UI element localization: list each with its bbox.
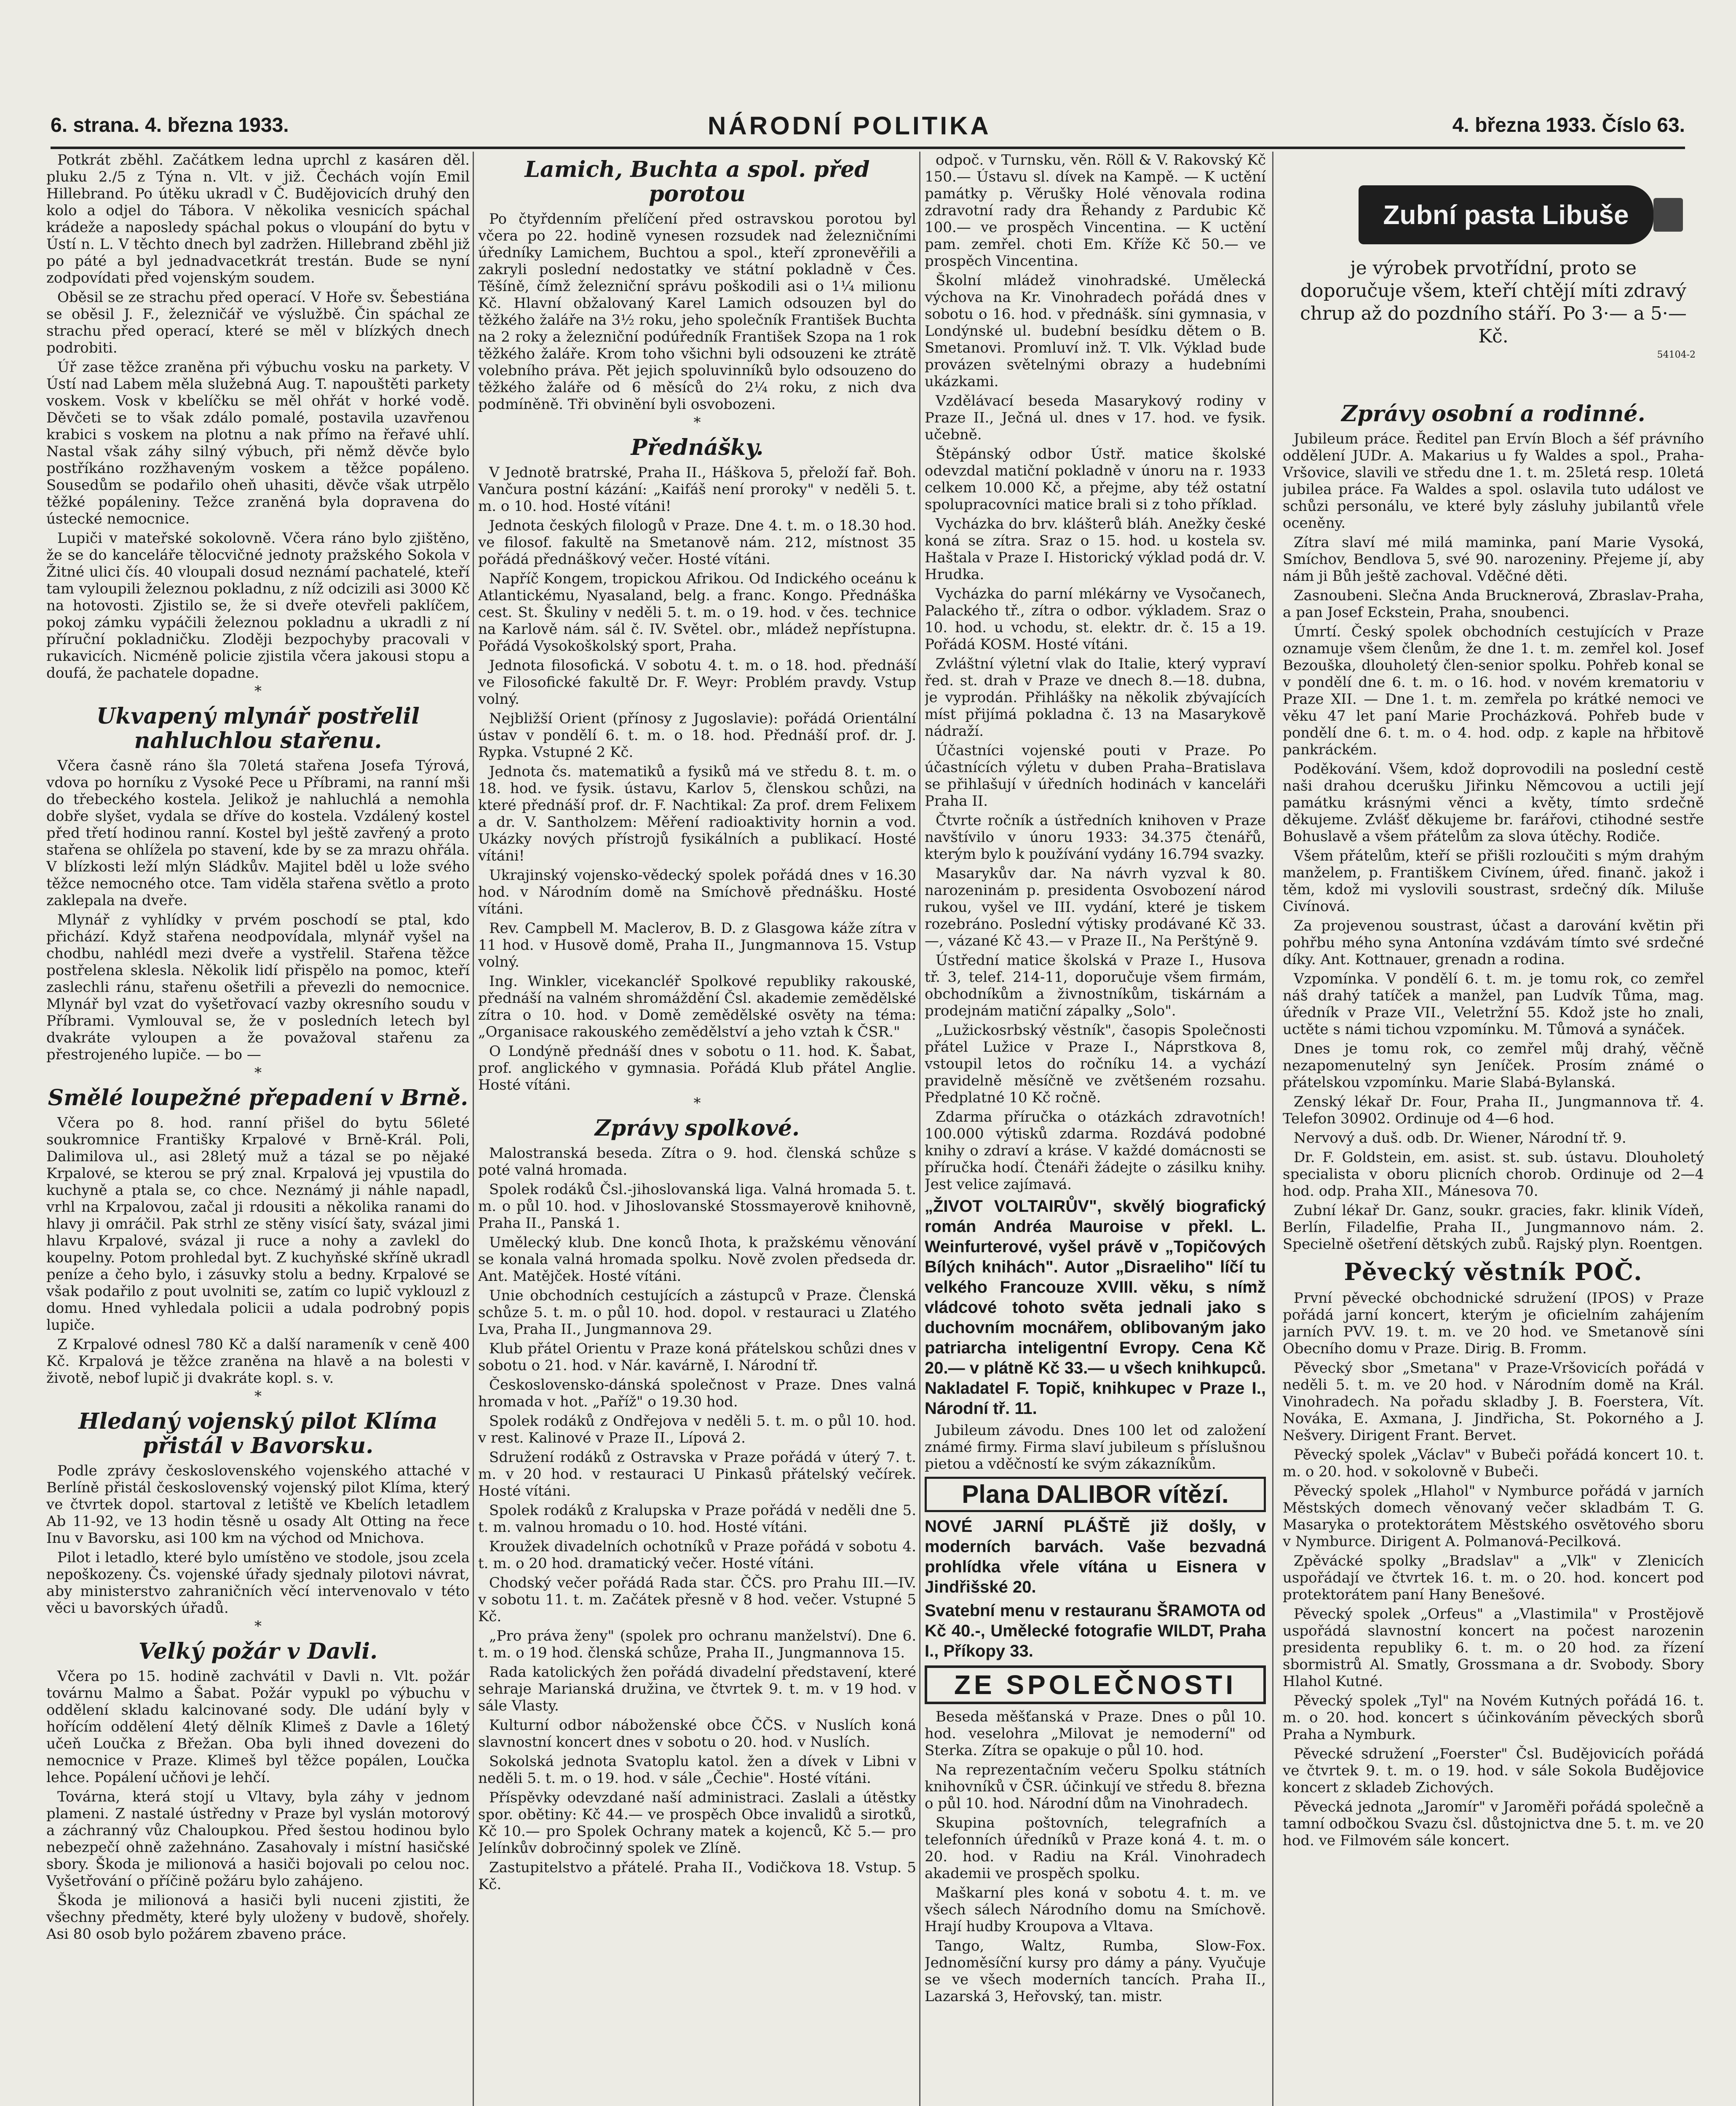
doctor-listing: Dr. F. Goldstein, em. asist. st. sub. ústavu. Dlouholetý specialista v oboru plicních chorob. Ordinuje od 2—4 hod. odp. Praha XII., Mánesova 70. [1283, 1149, 1704, 1200]
notice-item: Zastupitelstvo a přátelé. Praha II., Vodičkova 18. Vstup. 5 Kč. [478, 1859, 916, 1893]
notice-item: Jednota českých filologů v Praze. Dne 4. t. m. o 18.30 hod. ve filosof. fakultě na Smetanově nám. 212, místnost 35 pořádá přednáškový večer. Hosté vítáni. [478, 517, 916, 568]
notice-item: Kulturní odbor náboženské obce ČČS. v Nuslích koná slavnostní koncert dnes v sobotu o 20. hod. v Nuslích. [478, 1717, 916, 1751]
header-page-date: 6. strana. 4. března 1933. [51, 114, 289, 136]
notice-item: Malostranská beseda. Zítra o 9. hod. členská schůze s poté valná hromada. [478, 1145, 916, 1179]
notice-item: Zasnoubeni. Slečna Anda Brucknerová, Zbraslav-Praha, a pan Josef Eckstein, Praha, snoubenci. [1283, 587, 1704, 621]
notice-item: Vycházka do brv. klášterů bláh. Anežky české koná se zítra. Sraz o 15. hod. u kostela sv. Haštala v Praze I. Historický výklad podá dr. V. Hrudka. [925, 516, 1266, 583]
article-paragraph: Podle zprávy československého vojenského attaché v Berlíně přistál československý vojenský pilot Klíma, který ve čtvrtek dopol. startoval z letiště ve Kbelích letadlem Ab 11-92, ve 13 hodin těsně u osady Alt Otting na řece Inu v Bavorsku, asi 100 km na východ od Mnichova. [46, 1462, 470, 1547]
notice-item: Jubileum práce. Ředitel pan Ervín Bloch a šéf právního oddělení JUDr. A. Makarius u fy Waldes a spol., Praha-Vršovice, slavili ve středu dne 1. t. m. 25letá resp. 10letá jubilea práce. Fa Waldes a spol. oslavila tuto událost ve schůzi personálu, ve které byly zásluhy jubilantů vřele oceněny. [1283, 430, 1704, 532]
toothpaste-tube-icon: Zubní pasta Libuše [1359, 185, 1653, 244]
column-3 [925, 152, 1266, 2106]
notice-item: Pěvecké sdružení „Foerster" Čsl. Budějovicích pořádá ve čtvrtek 9. t. m. o 19. hod. v sále Sokola Budějovice koncert z skladeb Zichových. [1283, 1745, 1704, 1796]
column-4 [1283, 396, 1704, 2106]
toothpaste-advertisement [1283, 152, 1704, 388]
notice-item: Za projevenou soustrast, účast a darování květin při pohřbu mého syna Antonína vzdávám tímto své srdečné díky. Ant. Kottnauer, grenadn a rodina. [1283, 917, 1704, 968]
article-headline: Smělé loupežné přepadení v Brně. [48, 1085, 468, 1111]
notice-item: Pěvecký spolek „Tyl" na Novém Kutných pořádá 16. t. m. o 20. hod. koncert s účinkováním pěveckých sborů Praha a Nymburk. [1283, 1692, 1704, 1743]
notice-item: Školní mládež vinohradské. Umělecká výchova na Kr. Vinohradech pořádá dnes v sobotu o 16. hod. v přednášk. síni gymnasia, v Londýnské ul. budební besídku dětem o B. Smetanovi. Promluví inž. T. Vlk. Výklad bude provázen světelnými obrazy a hudebními ukázkami. [925, 272, 1266, 390]
separator-star: * [254, 1618, 262, 1635]
restaurant-advertisement: Svatební menu v restauranu ŠRAMOTA od Kč 40.-, Umělecké fotografie WILDT, Praha I., Příkopy 33. [925, 1601, 1266, 1660]
notice-item: Pěvecký sbor „Smetana" v Praze-Vršovicích pořádá v neděli 5. t. m. ve 20 hod. v Národním domě na Král. Vinohradech. Na pořadu skladby J. B. Foerstera, Vít. Nováka, E. Axmana, J. Jindřicha, St. Pokorného a J. Nešvery. Dirigent Frant. Bervet. [1283, 1360, 1704, 1444]
notice-item: Beseda měšťanská v Praze. Dnes o půl 10. hod. veselohra „Milovat je nemoderní" od Sterka. Zítra se opakuje o půl 10. hod. [925, 1708, 1266, 1759]
article-headline: Velký požár v Davli. [138, 1638, 378, 1664]
notice-item: odpoč. v Turnsku, věn. Röll & V. Rakovský Kč 150.— Ústavu sl. dívek na Kampě. — K uctění památky p. Věrušky Holé věnovala rodina zdravotní rady dra Řehandy z Pardubic Kč 100.— ve prospěch Vincentina. — K uctění pam. zemřel. choti Em. Kříže Kč 50.— ve prospěch Vincentina. [925, 152, 1266, 270]
notice-item: Skupina poštovních, telegrafních a telefonních úředníků v Praze koná 4. t. m. o 20. hod. v Radiu na Král. Vinohradech akademii ve prospěch spolku. [925, 1815, 1266, 1882]
notice-item: První pěvecké obchodnické sdružení (IPOS) v Praze pořádá jarní koncert, kterým je oficielním zahájením jarních PVV. 19. t. m. ve 20 hod. ve Smetanově síni Obecního domu v Praze. Dirig. B. Fromm. [1283, 1290, 1704, 1357]
separator-star: * [254, 1388, 262, 1405]
notice-item: Příspěvky odevzdané naší administraci. Zaslali a útěstky spor. obětiny: Kč 44.— ve prospěch Obce invalidů a sirotků, Kč 10.— pro Spolek Ochrany matek a kojenců, Kč 5.— pro Jelínkův dobročinný spolek ve Zlíně. [478, 1789, 916, 1857]
article-paragraph: Mlynář z vyhlídky v prvém poschodí se ptal, kdo přichází. Když stařena neodpovídala, mlynář vyšel na chodbu, nahlédl mezi dveře a vystřelil. Stařena těžce postřelena sklesla. Několik lidí přispělo na pomoc, kteří zaslechli ránu, stařenu ošetřili a převezli do nemocnice. Mlynář byl vzat do vyšetřovací vazby okresního soudu v Příbrami. Vymlouval se, že v posledních letech byl dvakráte vyloupen a že považoval stařenu za přestrojeného lupiče. — bo — [46, 911, 470, 1063]
article-paragraph: Včera časně ráno šla 70letá stařena Josefa Týrová, vdova po horníku z Vysoké Pece u Příbrami, na ranní mši do třebeckého kostela. Jelikož je nahluchlá a nemohla dobře slyšet, vydala se dříve do kostela. Vzdálený kostel před třetí hodinou ranní. Kostel byl ještě zavřený a proto stařena se ohlížela po stavení, kde by se za mrazu ohřála. V blízkosti leží mlýn Sládkův. Majitel bděl u lože svého těžce nemocného otce. Tam viděla stařena světlo a proto zaklepala na dveře. [46, 757, 470, 909]
advertisement-text: Zdarma příručka o otázkách zdravotních! 100.000 výtisků zdarma. Rozdává podobné knihy o zdraví a kráse. V každé domácnosti se příručka hodí. Čtenáři žádejte o zásilku knihy. Jest velice zajímavá. [925, 1109, 1266, 1193]
notice-item: O Londýně přednáší dnes v sobotu o 11. hod. K. Šabat, prof. anglického v gymnasia. Pořádá Klub přátel Anglie. Hosté vítáni. [478, 1043, 916, 1093]
article-headline: Hledaný vojenský pilot Klíma přistál v Bavorsku. [78, 1408, 438, 1459]
separator-star: * [254, 1064, 262, 1081]
page-header [51, 114, 1685, 149]
article-paragraph: Po čtyřdenním přelíčení před ostravskou porotou byl včera po 22. hodině vynesen rozsudek nad železničními úředníky Lamichem, Buchtou a spol., kteří zpronevěřili a zakryli poslední nedostatky ve státní pokladně v Čes. Těšíně, čímž železniční správu poškodili asi o 1¼ milionu Kč. Hlavní obžalovaný Karel Lamich odsouzen byl do těžkého žaláře na 3½ roku, jeho společník František Buchta na 2 roky a železniční podúředník František Szopa na 1 rok těžkého žaláře. Krom toho všichni byli odsouzeni ke ztrátě volebního práva. Pět jejich spoluvinníků bylo odsouzeno do těžkého žaláře od 6 měsíců do 2¼ roku, z nich dva podmíněně. Tři obvinění byli osvobozeni. [478, 211, 916, 413]
masthead-title: NÁRODNÍ POLITIKA [708, 112, 991, 140]
section-heading-society: ZE SPOLEČNOSTI [925, 1665, 1266, 1704]
notice-item: Úmrtí. Český spolek obchodních cestujících v Praze oznamuje všem členům, že dne 1. t. m. zemřel kol. Josef Bezouška, dlouholetý člen-senior spolku. Pohřeb konal se v pondělí dne 6. t. m. o 16. hod. v novém krematoriu v Praze XII. — Dne 1. t. m. zemřela po krátké nemoci ve věku 47 let paní Marie Procházková. Pohřeb bude v pondělí dne 6. t. m. o 4. hod. odp. z kaple na hřbitově pankráckém. [1283, 623, 1704, 758]
article-paragraph: Včera po 15. hodině zachvátil v Davli n. Vlt. požár továrnu Malmo a Šabat. Požár vypukl po výbuchu v oddělení skladu kalcinované sody. Dle udání byly v hořícím oddělení 4letý dělník Klimeš z Davle a 16letý učeň Loučka z Břežan. Oba byli ihned dovezeni do nemocnice v Praze. Klimeš byl těžce popálen, Loučka lehce. Popálení učňovi je lehčí. [46, 1668, 470, 1786]
notice-item: Zítra slaví mé milá maminka, paní Marie Vysoká, Smíchov, Bendlova 5, své 90. narozeniny. Přejeme jí, aby nám ji Bůh ještě zachoval. Vděčné děti. [1283, 534, 1704, 585]
article-paragraph: Továrna, která stojí u Vltavy, byla záhy v jednom plameni. Z nastalé ústředny v Praze byl vyslán motorový a záchranný vůz Chaloupkou. Před šestou hodinou bylo nebezpečí ohně zažehnáno. Zasahovaly i místní hasičské sbory. Škoda je milionová a hasiči bojovali po celou noc. Vyšetřování o příčině požáru bylo zahájeno. [46, 1788, 470, 1890]
section-heading-personal-news: Zprávy osobní a rodinné. [1341, 401, 1645, 427]
tube-cap-icon [1653, 198, 1683, 232]
dalibor-advertisement: Plana DALIBOR vítězí. [925, 1477, 1266, 1512]
news-item: Oběsil se ze strachu před operací. V Hoře sv. Šebestiána se oběsil J. F., železničář ve výslužbě. Čin spáchal ze strachu před operací, které se měl v blízkých dnech podrobiti. [46, 289, 470, 356]
notice-item: Klub přátel Orientu v Praze koná přátelskou schůzi dnes v sobotu o 21. hod. v Nár. kavárně, I. Národní tř. [478, 1340, 916, 1374]
header-issue-number: 4. března 1933. Číslo 63. [1452, 114, 1685, 136]
notice-item: Sdružení rodáků z Ostravska v Praze pořádá v úterý 7. t. m. v 20 hod. v restauraci U Pinkasů přátelský večírek. Hosté vítáni. [478, 1449, 916, 1499]
notice-item: Spolek rodáků Čsl.-jihoslovanská liga. Valná hromada 5. t. m. o půl 10. hod. v Jihoslovanské Stossmayerově knihovně, Praha II., Panská 1. [478, 1181, 916, 1232]
section-heading-club-news: Zprávy spolkové. [594, 1115, 800, 1141]
notice-item: Umělecký klub. Dne konců Ihota, k pražskému věnování se konala valná hromada spolku. Nově zvolen předseda dr. Ant. Matějček. Hosté vítáni. [478, 1234, 916, 1285]
notice-item: Unie obchodních cestujících a zástupců v Praze. Členská schůze 5. t. m. o půl 10. hod. dopol. v restauraci u Zlatého Lva, Praha II., Jungmannova 29. [478, 1287, 916, 1338]
notice-item: Čtvrte ročník a ústředních knihoven v Praze navštívilo v únoru 1933: 34.375 čtenářů, kterým bylo k používání vydány 16.794 svazky. [925, 812, 1266, 863]
column-divider [473, 152, 474, 2106]
news-item: Potkrát zběhl. Začátkem ledna uprchl z kasáren děl. pluku 2./5 z Týna n. Vlt. v již. Čechách vojín Emil Hillebrand. Po útěku ukradl v Č. Budějovicích druhý den kolo a odjel do Tábora. V několika vesnicích spáchal krádeže a naposledy spáchal pokus o vloupání do bytu v Ústí n. L. V těchto dnech byl zadržen. Hillebrand zběhl již po páté a byl jednadvacetkrát trestán. Bude se nyní zodpovídati před vojenským soudem. [46, 152, 470, 286]
column-divider [1272, 152, 1273, 2106]
article-paragraph: Pilot i letadlo, které bylo umístěno ve stodole, jsou zcela nepoškozeny. Čs. vojenské úřady sjednaly pilotovi návrat, aby ministerstvo zahraničních věcí intervenovalo v této věci u bavorských úřadů. [46, 1549, 470, 1617]
notice-item: Chodský večer pořádá Rada star. ČČS. pro Prahu III.—IV. v sobotu 11. t. m. Začátek přesně v 8 hod. večer. Vstupné 5 Kč. [478, 1574, 916, 1625]
notice-item: Vzpomínka. V pondělí 6. t. m. je tomu rok, co zemřel náš drahý tatíček a manžel, pan Ludvík Tůma, mag. úředník v Praze VII., Veletržní 55. Kdož jste ho znali, uctěte s námi tichou vzpomínku. M. Tůmová a synáček. [1283, 970, 1704, 1038]
notice-item: Dnes je tomu rok, co zemřel můj drahý, věčně nezapomenutelný syn Jeníček. Prosím známé o přátelskou vzpomínku. Marie Slabá-Bylanská. [1283, 1040, 1704, 1091]
notice-item: Pěvecký spolek „Orfeus" a „Vlastimila" v Prostějově uspořádá slavnostní koncert na počest narozenin presidenta republiky 6. t. m. o 20 hod. za řízení sbormistrů Al. Smatly, Grossmana a dr. Svobody. Sbory Hlahol Kutné. [1283, 1606, 1704, 1690]
notice-item: Ukrajinský vojensko-vědecký spolek pořádá dnes v 16.30 hod. v Národním domě na Smíchově přednášku. Hosté vítáni. [478, 867, 916, 917]
notice-item: Sokolská jednota Svatoplu katol. žen a dívek v Libni v neděli 5. t. m. o 19. hod. v sále „Čechie". Hosté vítáni. [478, 1753, 916, 1787]
article-paragraph: Škoda je milionová a hasiči byli nuceni zjistiti, že všechny předměty, které byly uloženy v budově, shořely. Asi 80 osob bylo požárem zbaveno práce. [46, 1892, 470, 1943]
notice-item: Pěvecká jednota „Jaromír" v Jaroměři pořádá společně a tamní odbočkou Svazu čsl. důstojnictva dne 5. t. m. ve 20 hod. ve Filmovém sále koncert. [1283, 1799, 1704, 1849]
news-item: Lupiči v mateřské sokolovně. Včera ráno bylo zjištěno, že se do kanceláře tělocvičné jednoty pražského Sokola v Žitné ulici čís. 40 vloupali dosud neznámí pachatelé, kteří tam vyloupili železnou pokladnu, z níž odcizili asi 3000 Kč na hotovosti. Zjistilo se, že si dveře otevřeli paklíčem, pokoj zámku vypáčili železnou pokladnu a ukradli z ní příruční pokladničku. Zloději bezpochyby pracovali v rukavicích. Nicméně policie zjistila včera jakousi stopu a doufá, že pachatele dopadne. [46, 530, 470, 682]
toothpaste-ad-text: je výrobek prvotřídní, proto se doporučuje všem, kteří chtějí míti zdravý chrup až do pozdního stáří. Po 3·— a 5·— Kč. [1300, 257, 1687, 347]
notice-item: Pěvecký spolek „Václav" v Bubeči pořádá koncert 10. t. m. o 20. hod. v sokolovně v Bubeči. [1283, 1446, 1704, 1480]
notice-item: Ústřední matice školská v Praze I., Husova tř. 3, telef. 214-11, doporučuje všem firmám, obchodníkům a živnostníkům, tiskárnám a prodejnám matiční zápalky „Solo". [925, 952, 1266, 1019]
notice-item: Poděkování. Všem, kdož doprovodili na poslední cestě naši drahou dcerušku Jiřinku Němcovou a uctili její památku krásnými věnci a květy, tímto srdečně děkujeme. Zvlášť děkujeme br. farářovi, ctihodné sestře Bohuslavě a všem přátelům za slova útěchy. Rodiče. [1283, 761, 1704, 845]
notice-item: Spolek rodáků z Ondřejova v neděli 5. t. m. o půl 10. hod. v rest. Kalinové v Praze II., Lípová 2. [478, 1413, 916, 1446]
notice-item: Zpěvácké spolky „Bradslav" a „Vlk" v Zlenicích uspořádají ve čtvrtek 16. t. m. o 20. hod. koncert pod protektorátem paní Hany Benešové. [1283, 1553, 1704, 1603]
notice-item: „Pro práva ženy" (spolek pro ochranu manželství). Dne 6. t. m. o 19 hod. členská schůze, Praha II., Jungmannova 15. [478, 1628, 916, 1661]
news-item: Úř zase těžce zraněna při výbuchu vosku na parkety. V Ústí nad Labem měla služebná Aug. T. napouštěti parkety voskem. Vosk v kbelíčku se měl ohřát v horké vodě. Děvčeti se to však zdálo pomalé, postavila uzavřenou krabici s voskem na plotnu a nak přímo na řeřavé uhlí. Nastal však záhy silný výbuch, při němž děvče bylo postříkáno rozžhaveným voskem a těžce popáleno. Sousedům se podařilo oheň uhasiti, děvče však utrpělo těžké popáleniny. Težce zraněná byla dopravena do ústecké nemocnice. [46, 359, 470, 527]
notice-item: Vycházka do parní mlékárny ve Vysočanech, Palackého tř., zítra o odbor. výkladem. Sraz o 10. hod. u vchodu, st. elektr. dr. č. 15 a 19. Pořádá KOSM. Hosté vítáni. [925, 585, 1266, 653]
notice-item: „Lužickosrbský věstník", časopis Společnosti přátel Lužice v Praze I., Náprstkova 8, vstoupil letos do ročníku 14. a vychází pravidelně měsíčně ve zvětšeném rozsahu. Předplatné 10 Kč ročně. [925, 1022, 1266, 1106]
column-2 [478, 152, 916, 2106]
notice-item: Zvláštní výletní vlak do Italie, který vypraví řed. st. drah v Praze ve dnech 8.—18. dubna, je vyprodán. Přihlášky na několik zbývajících míst přijímá pokladna č. 13 na Masarykově nádraží. [925, 655, 1266, 740]
doctor-listing: Zenský lékař Dr. Four, Praha II., Jungmannova tř. 4. Telefon 30902. Ordinuje od 4—6 hod. [1283, 1093, 1704, 1127]
coat-advertisement: NOVÉ JARNÍ PLÁŠTĚ již došly, v moderních barvách. Vaše bezvadná prohlídka vřele vítána u Eisnera v Jindřišské 20. [925, 1517, 1266, 1596]
notice-item: Pěvecký spolek „Hlahol" v Nymburce pořádá v jarních Městských domech věnovaný večer skladbám T. G. Masaryka o protektorátem Městského osvětového sboru v Nymburce. Dirigent A. Polmanová-Pecilková. [1283, 1483, 1704, 1550]
notice-item: Na reprezentačním večeru Spolku státních knihovníků v ČSR. účinkují ve středu 8. března o půl 10. hod. Národní dům na Vinohradech. [925, 1761, 1266, 1812]
notice-item: Nejbližší Orient (přínosy z Jugoslavie): pořádá Orientální ústav v pondělí 6. t. m. o 18. hod. Přednáší prof. dr. J. Rypka. Vstupné 2 Kč. [478, 710, 916, 761]
article-paragraph: Z Krpalové odnesl 780 Kč a další narameník v ceně 400 Kč. Krpalová je těžce zraněna na hlavě a na bolesti v životě, nebof lupič ji dvakráte kopl. s. v. [46, 1336, 470, 1387]
article-paragraph: Včera po 8. hod. ranní přišel do bytu 56leté soukromnice Františky Krpalové v Brně-Král. Poli, Dalimilova ul., asi 28letý muž a tázal se po nějaké Krpalové, se kterou se prý znal. Krpalová jej vpustila do kuchyně a ptala se, co chce. Neznámý ji náhle napadl, vrhl na Krpalovou, začal ji rdousiti a několika ranami do hlavy ji omráčil. Pak strhl ze stěny visící šaty, svázal jimi hlavu Krpalové, svázal ji ruce a nohy a zavlekl do koupelny. Potom prohledal byt. Z kuchyňské skříně ukradl peníze a čeho bylo, i zásuvky stolu a bedny. Krpalové se však podařilo z pout uvolniti se, zatím co lupič vyklouzl z domu. Hned vyhledala policii a udala podrobný popis lupiče. [46, 1114, 470, 1334]
notice-item: Štěpánský odbor Ústř. matice školské odevzdal matiční pokladně v únoru na r. 1933 celkem 10.000 Kč, a přejme, aby též ostatní spolupracovníci matice brali si z toho příklad. [925, 446, 1266, 513]
notice-item: Vzdělávací beseda Masarykový rodiny v Praze II., Ječná ul. dnes v 17. hod. ve fysik. učebně. [925, 393, 1266, 443]
section-heading-choir-news: Pěvecký věstník POČ. [1344, 1258, 1643, 1286]
notice-item: Kroužek divadelních ochotníků v Praze pořádá v sobotu 4. t. m. o 20 hod. dramatický večer. Hosté vítáni. [478, 1538, 916, 1572]
article-headline: Lamich, Buchta a spol. před porotou [524, 157, 870, 207]
notice-item: Jednota čs. matematiků a fysiků má ve středu 8. t. m. o 18. hod. ve fysik. ústavu, Karlov 5, členskou schůzi, na které přednáší prof. dr. F. Nachtikal: Za prof. drem Felixem a dr. V. Santholzem: Měření radioaktivity hornin a vod. Ukázky nových přístrojů fysikálních a publikací. Hosté vítáni! [478, 763, 916, 864]
book-advertisement: „ŽIVOT VOLTAIRŮV", skvělý biografický román Andréa Mauroise v překl. L. Weinfurterové, vyšel právě v „Topičových Bílých knihách". Autor „Disraeliho" líčí tu velkého Francouze XVIII. věku, s nímž vládcové tohoto světa jednali jako s duchovním mocnářem, oblibovaným jako patriarcha inteligentní Evropy. Cena Kč 20.— v plátně Kč 33.— u všech knihkupců. Nakladatel F. Topič, knihkupec v Praze I., Národní tř. 11. [925, 1197, 1266, 1418]
notice-item: Rev. Campbell M. Maclerov, B. D. z Glasgowa káže zítra v 11 hod. v Husově domě, Praha II., Jungmannova 15. Vstup volný. [478, 920, 916, 970]
column-divider [919, 152, 920, 2106]
article-headline: Ukvapený mlynář postřelil nahluchlou stařenu. [96, 703, 420, 754]
doctor-listing: Nervový a duš. odb. Dr. Wiener, Národní tř. 9. [1294, 1130, 1626, 1147]
notice-item: Spolek rodáků z Kralupska v Praze pořádá v neděli dne 5. t. m. valnou hromadu o 10. hod. Hosté vítáni. [478, 1502, 916, 1536]
notice-item: Maškarní ples koná v sobotu 4. t. m. ve všech sálech Národního domu na Smíchově. Hrají hudby Kroupova a Vltava. [925, 1884, 1266, 1935]
notice-item: Rada katolických žen pořádá divadelní představení, které sehraje Marianská družina, ve čtvrtek 9. t. m. v 19 hod. v sále Vlasty. [478, 1664, 916, 1714]
ad-code: 54104-2 [1657, 350, 1696, 360]
notice-item: Ing. Winkler, vicekancléř Spolkové republiky rakouské, přednáší na valném shromáždění Čsl. akademie zemědělské zítra o 10. hod. v Domě zemědělské osvěty na téma: „Organisace rakouského zemědělství a jeho vztah k ČSR." [478, 973, 916, 1040]
notice-item: Československo-dánská společnost v Praze. Dnes valná hromada v hot. „Paříž" o 19.30 hod. [478, 1376, 916, 1410]
column-1 [46, 152, 470, 2106]
notice-item: Masarykův dar. Na návrh vyzval k 80. narozeninám p. presidenta Osvobození národ rukou, vyšel ve III. vydání, které je tiskem rozebráno. Poslední výtisky prodávané Kč 33.—, vázané Kč 43.— v Praze II., Na Perštýně 9. [925, 865, 1266, 949]
notice-item: Všem přátelům, kteří se přišli rozloučiti s mým drahým manželem, p. Františkem Civínem, úřed. finanč. jakož i těm, kdož mi vyslovili soustrast, srdečný dík. Miluše Civínová. [1283, 847, 1704, 915]
notice-item: Tango, Waltz, Rumba, Slow-Fox. Jednoměsíční kursy pro dámy a pány. Vyučuje se ve všech moderních tancích. Praha II., Lazarská 3, Heřovský, tan. mistr. [925, 1938, 1266, 2005]
notice-item: Účastníci vojenské pouti v Praze. Po účastnících výletu v duben Praha–Bratislava se přihlašují v úředních hodinách v kanceláři Praha II. [925, 742, 1266, 810]
separator-star: * [693, 414, 701, 431]
notice-item: V Jednotě bratrské, Praha II., Háškova 5, přeloží fař. Boh. Vančura postní kázání: „Kaifáš není proroky" v neděli 5. t. m. o 10. hod. Hosté vítáni! [478, 464, 916, 515]
notice-item: Napříč Kongem, tropickou Afrikou. Od Indického oceánu k Atlantickému, Nyasaland, belg. a franc. Kongo. Přednáška cest. St. Škuliny v neděli 5. t. m. o 19. hod. v čes. technice na Karlově nám. sál č. IV. Světel. obr., mládež nepřístupna. Pořádá Vysokoškolský sport, Praha. [478, 570, 916, 655]
advertisement-text: Jubileum závodu. Dnes 100 let od založení známé firmy. Firma slaví jubileum s příslušnou pietou a vděčností ke svým zákazníkům. [925, 1422, 1266, 1473]
separator-star: * [693, 1095, 701, 1112]
separator-star: * [254, 683, 262, 700]
notice-item: Jednota filosofická. V sobotu 4. t. m. o 18. hod. přednáší ve Filosofické fakultě Dr. F. Weyr: Problém pravdy. Vstup volný. [478, 657, 916, 708]
section-heading-lectures: Přednášky. [631, 435, 764, 460]
doctor-listing: Zubní lékař Dr. Ganz, soukr. gracies, fakr. klinik Vídeň, Berlín, Filadelfie, Praha II., Jungmannovo nám. 2. Specielně ošetření dětských zubů. Rajský plyn. Roentgen. [1283, 1202, 1704, 1253]
